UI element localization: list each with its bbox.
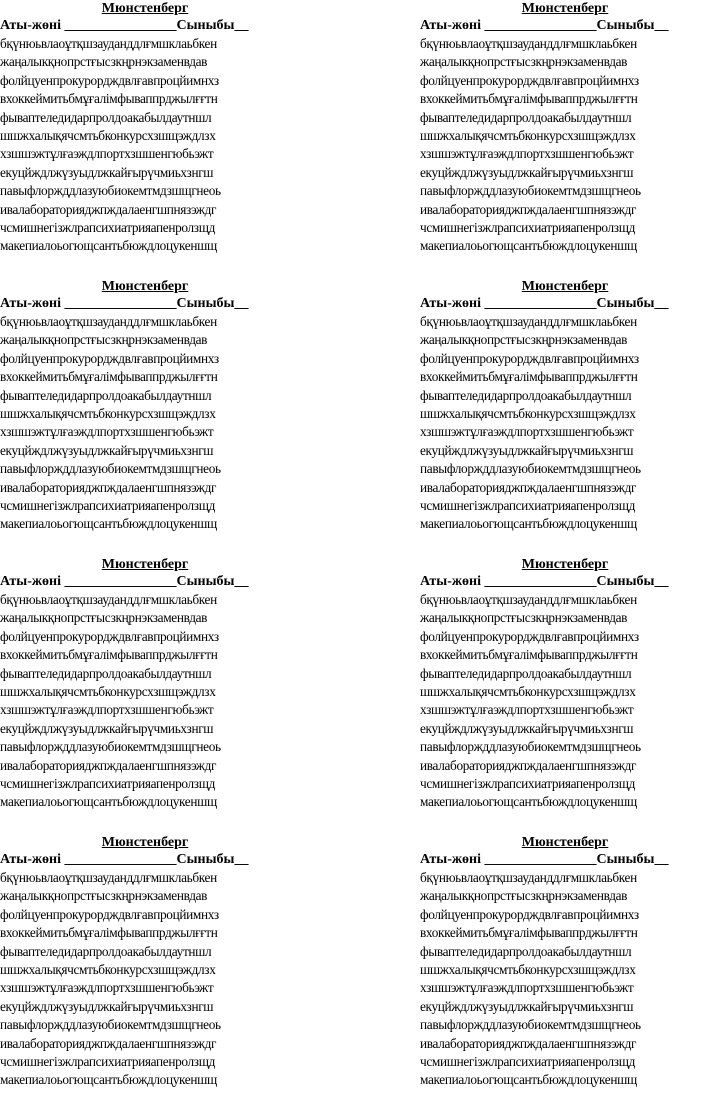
letter-row: хзшшэжтұлғаэждлпортхзшшенгюбьэжт xyxy=(420,980,634,996)
letter-row: вхоккеймитьбмұғалімфываппрджылғғтн xyxy=(0,647,218,663)
letter-row: чсмишнегізжлрапсихиатрияапенролзщд xyxy=(420,1053,636,1069)
letter-row: павыфлоржддлазуюбиокемтмдзшщгнеоь xyxy=(0,1017,221,1033)
letter-row: шшжхалықячсмтьбконкурсхзшщэждлзх xyxy=(420,405,636,421)
worksheet-card xyxy=(0,834,290,1104)
letter-row: вхоккеймитьбмұғалімфываппрджылғғтн xyxy=(420,647,638,663)
worksheet-card xyxy=(420,278,710,548)
letter-row: чсмишнегізжлрапсихиатрияапенролзщд xyxy=(420,497,636,513)
letter-row: жаңалыкқнопрстғысзкңрнэкзаменвдав xyxy=(0,54,208,70)
letter-row: павыфлоржддлазуюбиокемтмдзшщгнеоь xyxy=(0,739,221,755)
name-class-line: Аты-жөні ________________Сыныбы__ xyxy=(0,18,249,33)
letter-row: шшжхалықячсмтьбконкурсхзшщэждлзх xyxy=(420,127,636,143)
letter-row: макепиалоьогющсантьбюждлоцукеншщ xyxy=(0,794,217,810)
letter-row: хзшшэжтұлғаэждлпортхзшшенгюбьэжт xyxy=(0,146,214,162)
letter-row: фываптеледидарпролдоакабылдаутншл xyxy=(420,943,632,959)
letter-row: ивалабораторияджпждалаенгшпнязэждг xyxy=(0,201,217,217)
letter-row: ивалабораторияджпждалаенгшпнязэждг xyxy=(420,1035,637,1051)
letter-row: хзшшэжтұлғаэждлпортхзшшенгюбьэжт xyxy=(420,702,634,718)
letter-row: фолйцуенпрокурордждвлғавпроцйимнхз xyxy=(0,350,219,366)
card-title: Мюнстенберг xyxy=(101,1,189,16)
letter-row: бқүнюьвлаоұтқшзауданддлғмшклаьбкен xyxy=(420,870,637,885)
letter-row: екуцйждлжүзуыдлжкайғырүчмиьхзнгш xyxy=(0,998,214,1014)
letter-row: фолйцуенпрокурордждвлғавпроцйимнхз xyxy=(0,906,219,922)
worksheet-card xyxy=(0,0,290,270)
letter-row: макепиалоьогющсантьбюждлоцукеншщ xyxy=(420,516,637,532)
name-class-line: Аты-жөні ________________Сыныбы__ xyxy=(420,574,669,589)
card-title: Мюнстенберг xyxy=(521,1,609,16)
worksheet-card xyxy=(420,0,710,270)
card-title: Мюнстенберг xyxy=(101,557,189,572)
name-class-line: Аты-жөні ________________Сыныбы__ xyxy=(420,296,669,311)
letter-row: бқүнюьвлаоұтқшзауданддлғмшклаьбкен xyxy=(0,314,217,329)
letter-row: екуцйждлжүзуыдлжкайғырүчмиьхзнгш xyxy=(0,720,214,736)
name-class-line: Аты-жөні ________________Сыныбы__ xyxy=(0,574,249,589)
letter-row: ивалабораторияджпждалаенгшпнязэждг xyxy=(420,757,637,773)
letter-row: вхоккеймитьбмұғалімфываппрджылғғтн xyxy=(0,91,218,107)
letter-grid xyxy=(0,869,290,1090)
letter-grid xyxy=(420,869,710,1090)
name-class-line: Аты-жөні ________________Сыныбы__ xyxy=(420,852,669,867)
letter-row: фолйцуенпрокурордждвлғавпроцйимнхз xyxy=(420,350,639,366)
letter-row: чсмишнегізжлрапсихиатрияапенролзщд xyxy=(420,775,636,791)
letter-row: макепиалоьогющсантьбюждлоцукеншщ xyxy=(420,794,637,810)
letter-row: фываптеледидарпролдоакабылдаутншл xyxy=(420,665,632,681)
letter-row: павыфлоржддлазуюбиокемтмдзшщгнеоь xyxy=(0,183,221,199)
letter-row: фолйцуенпрокурордждвлғавпроцйимнхз xyxy=(420,628,639,644)
letter-row: чсмишнегізжлрапсихиатрияапенролзщд xyxy=(0,775,216,791)
letter-row: жаңалыкқнопрстғысзкңрнэкзаменвдав xyxy=(420,888,628,904)
letter-row: павыфлоржддлазуюбиокемтмдзшщгнеоь xyxy=(420,1017,641,1033)
letter-row: екуцйждлжүзуыдлжкайғырүчмиьхзнгш xyxy=(0,164,214,180)
letter-grid xyxy=(0,35,290,256)
letter-grid xyxy=(0,313,290,534)
letter-row: жаңалыкқнопрстғысзкңрнэкзаменвдав xyxy=(420,332,628,348)
letter-row: жаңалыкқнопрстғысзкңрнэкзаменвдав xyxy=(0,332,208,348)
card-title: Мюнстенберг xyxy=(521,279,609,294)
letter-row: чсмишнегізжлрапсихиатрияапенролзщд xyxy=(420,219,636,235)
letter-row: макепиалоьогющсантьбюждлоцукеншщ xyxy=(0,516,217,532)
letter-row: шшжхалықячсмтьбконкурсхзшщэждлзх xyxy=(420,961,636,977)
letter-row: фываптеледидарпролдоакабылдаутншл xyxy=(420,387,632,403)
letter-row: ивалабораторияджпждалаенгшпнязэждг xyxy=(0,1035,217,1051)
card-title: Мюнстенберг xyxy=(521,557,609,572)
letter-row: ивалабораторияджпждалаенгшпнязэждг xyxy=(420,201,637,217)
letter-grid xyxy=(420,313,710,534)
letter-row: фолйцуенпрокурордждвлғавпроцйимнхз xyxy=(0,628,219,644)
letter-row: екуцйждлжүзуыдлжкайғырүчмиьхзнгш xyxy=(420,442,634,458)
letter-row: жаңалыкқнопрстғысзкңрнэкзаменвдав xyxy=(0,610,208,626)
letter-row: бқүнюьвлаоұтқшзауданддлғмшклаьбкен xyxy=(420,314,637,329)
letter-row: вхоккеймитьбмұғалімфываппрджылғғтн xyxy=(420,369,638,385)
letter-row: хзшшэжтұлғаэждлпортхзшшенгюбьэжт xyxy=(420,146,634,162)
name-class-line: Аты-жөні ________________Сыныбы__ xyxy=(420,18,669,33)
letter-row: ивалабораторияджпждалаенгшпнязэждг xyxy=(420,479,637,495)
letter-row: шшжхалықячсмтьбконкурсхзшщэждлзх xyxy=(0,127,216,143)
letter-grid xyxy=(420,35,710,256)
letter-row: екуцйждлжүзуыдлжкайғырүчмиьхзнгш xyxy=(420,164,634,180)
letter-row: шшжхалықячсмтьбконкурсхзшщэждлзх xyxy=(420,683,636,699)
letter-row: ивалабораторияджпждалаенгшпнязэждг xyxy=(0,757,217,773)
letter-row: екуцйждлжүзуыдлжкайғырүчмиьхзнгш xyxy=(420,720,634,736)
card-title: Мюнстенберг xyxy=(101,835,189,850)
letter-row: жаңалыкқнопрстғысзкңрнэкзаменвдав xyxy=(420,54,628,70)
name-class-line: Аты-жөні ________________Сыныбы__ xyxy=(0,852,249,867)
letter-row: бқүнюьвлаоұтқшзауданддлғмшклаьбкен xyxy=(420,36,637,51)
letter-row: павыфлоржддлазуюбиокемтмдзшщгнеоь xyxy=(420,461,641,477)
letter-row: хзшшэжтұлғаэждлпортхзшшенгюбьэжт xyxy=(0,424,214,440)
letter-row: макепиалоьогющсантьбюждлоцукеншщ xyxy=(420,1072,637,1088)
letter-row: павыфлоржддлазуюбиокемтмдзшщгнеоь xyxy=(420,183,641,199)
letter-row: шшжхалықячсмтьбконкурсхзшщэждлзх xyxy=(0,405,216,421)
letter-row: хзшшэжтұлғаэждлпортхзшшенгюбьэжт xyxy=(420,424,634,440)
letter-row: павыфлоржддлазуюбиокемтмдзшщгнеоь xyxy=(0,461,221,477)
letter-grid xyxy=(0,591,290,812)
worksheet-card xyxy=(0,556,290,826)
letter-row: шшжхалықячсмтьбконкурсхзшщэждлзх xyxy=(0,961,216,977)
letter-row: фолйцуенпрокурордждвлғавпроцйимнхз xyxy=(420,906,639,922)
letter-row: фываптеледидарпролдоакабылдаутншл xyxy=(0,109,212,125)
letter-row: хзшшэжтұлғаэждлпортхзшшенгюбьэжт xyxy=(0,980,214,996)
letter-row: екуцйждлжүзуыдлжкайғырүчмиьхзнгш xyxy=(420,998,634,1014)
card-title: Мюнстенберг xyxy=(521,835,609,850)
letter-row: вхоккеймитьбмұғалімфываппрджылғғтн xyxy=(0,925,218,941)
letter-row: вхоккеймитьбмұғалімфываппрджылғғтн xyxy=(420,925,638,941)
letter-row: жаңалыкқнопрстғысзкңрнэкзаменвдав xyxy=(420,610,628,626)
letter-row: макепиалоьогющсантьбюждлоцукеншщ xyxy=(420,238,637,254)
letter-row: чсмишнегізжлрапсихиатрияапенролзщд xyxy=(0,219,216,235)
letter-row: макепиалоьогющсантьбюждлоцукеншщ xyxy=(0,238,217,254)
letter-grid xyxy=(420,591,710,812)
worksheet-card xyxy=(0,278,290,548)
letter-row: фолйцуенпрокурордждвлғавпроцйимнхз xyxy=(0,72,219,88)
letter-row: ивалабораторияджпждалаенгшпнязэждг xyxy=(0,479,217,495)
letter-row: фолйцуенпрокурордждвлғавпроцйимнхз xyxy=(420,72,639,88)
letter-row: чсмишнегізжлрапсихиатрияапенролзщд xyxy=(0,1053,216,1069)
letter-row: павыфлоржддлазуюбиокемтмдзшщгнеоь xyxy=(420,739,641,755)
name-class-line: Аты-жөні ________________Сыныбы__ xyxy=(0,296,249,311)
letter-row: фываптеледидарпролдоакабылдаутншл xyxy=(420,109,632,125)
letter-row: фываптеледидарпролдоакабылдаутншл xyxy=(0,665,212,681)
letter-row: макепиалоьогющсантьбюждлоцукеншщ xyxy=(0,1072,217,1088)
letter-row: чсмишнегізжлрапсихиатрияапенролзщд xyxy=(0,497,216,513)
letter-row: бқүнюьвлаоұтқшзауданддлғмшклаьбкен xyxy=(0,36,217,51)
letter-row: бқүнюьвлаоұтқшзауданддлғмшклаьбкен xyxy=(420,592,637,607)
letter-row: хзшшэжтұлғаэждлпортхзшшенгюбьэжт xyxy=(0,702,214,718)
letter-row: вхоккеймитьбмұғалімфываппрджылғғтн xyxy=(0,369,218,385)
letter-row: бқүнюьвлаоұтқшзауданддлғмшклаьбкен xyxy=(0,870,217,885)
letter-row: шшжхалықячсмтьбконкурсхзшщэждлзх xyxy=(0,683,216,699)
letter-row: фываптеледидарпролдоакабылдаутншл xyxy=(0,943,212,959)
letter-row: фываптеледидарпролдоакабылдаутншл xyxy=(0,387,212,403)
worksheet-card xyxy=(420,834,710,1104)
letter-row: екуцйждлжүзуыдлжкайғырүчмиьхзнгш xyxy=(0,442,214,458)
letter-row: жаңалыкқнопрстғысзкңрнэкзаменвдав xyxy=(0,888,208,904)
letter-row: вхоккеймитьбмұғалімфываппрджылғғтн xyxy=(420,91,638,107)
letter-row: бқүнюьвлаоұтқшзауданддлғмшклаьбкен xyxy=(0,592,217,607)
card-title: Мюнстенберг xyxy=(101,279,189,294)
worksheet-card xyxy=(420,556,710,826)
